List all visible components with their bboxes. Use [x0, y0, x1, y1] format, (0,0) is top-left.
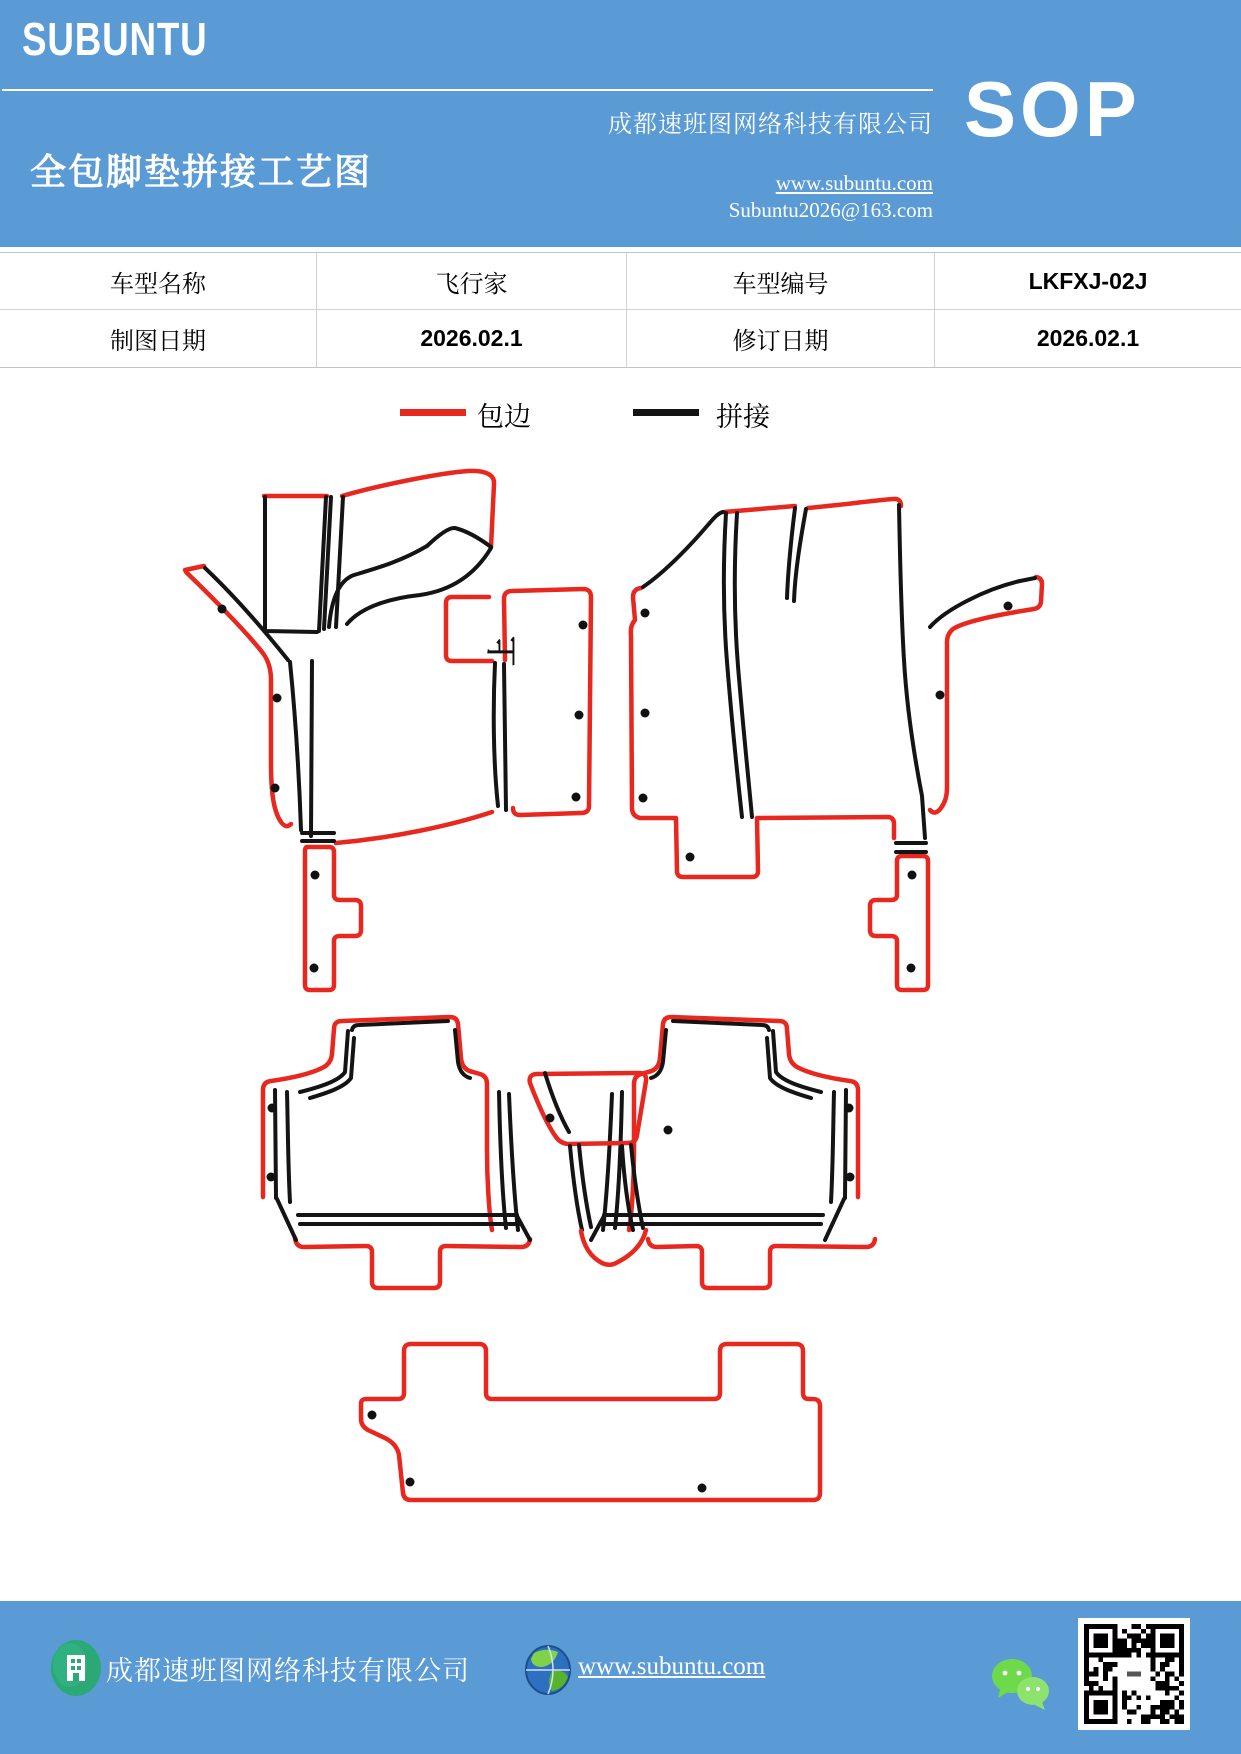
wechat-icon — [990, 1656, 1052, 1712]
footer-company-name: 成都速班图网络科技有限公司 — [106, 1656, 470, 1686]
header-email: Subuntu2026@163.com — [728, 198, 933, 222]
legend-label-splice: 拼接 — [716, 402, 770, 432]
qr-code-pattern — [1084, 1624, 1184, 1724]
table-cell-model-code-value: LKFXJ-02J — [934, 253, 1241, 310]
table-cell-model-name-label: 车型名称 — [0, 253, 316, 310]
second-row-left-mat — [263, 1017, 530, 1288]
front-center-strip — [487, 589, 591, 815]
table-cell-draw-date-value: 2026.02.1 — [316, 310, 626, 367]
brand-logo: SUBUNTU — [22, 13, 208, 65]
second-row-bridge — [530, 1073, 673, 1265]
legend-swatch-splice — [633, 409, 699, 416]
header-website-link[interactable]: www.subuntu.com — [775, 171, 933, 195]
footer-website-link[interactable]: www.subuntu.com — [578, 1653, 766, 1680]
second-row-right-band — [648, 1239, 875, 1288]
header — [0, 0, 1241, 247]
table-cell-model-code-label: 车型编号 — [626, 253, 934, 310]
vehicle-info-table — [0, 252, 1241, 368]
third-row-mat — [361, 1344, 820, 1500]
legend-label-binding: 包边 — [477, 402, 531, 432]
orientation-mark: 上 — [487, 636, 520, 666]
footer — [0, 1601, 1241, 1754]
globe-icon — [524, 1645, 572, 1697]
sop-badge: SOP — [964, 65, 1141, 153]
second-row-right-mat — [591, 1017, 858, 1240]
table-cell-revise-date-value: 2026.02.1 — [934, 310, 1241, 367]
company-building-icon — [50, 1639, 102, 1697]
page-title: 全包脚垫拼接工艺图 — [30, 152, 373, 192]
table-cell-revise-date-label: 修订日期 — [626, 310, 934, 367]
table-cell-draw-date-label: 制图日期 — [0, 310, 316, 367]
front-right-mat — [631, 499, 1042, 990]
header-divider — [2, 89, 933, 91]
qr-code — [1078, 1618, 1190, 1730]
legend-swatch-binding — [400, 409, 466, 416]
front-left-mat — [185, 471, 494, 990]
table-cell-model-name-value: 飞行家 — [316, 253, 626, 310]
header-company-name: 成都速班图网络科技有限公司 — [608, 112, 933, 138]
